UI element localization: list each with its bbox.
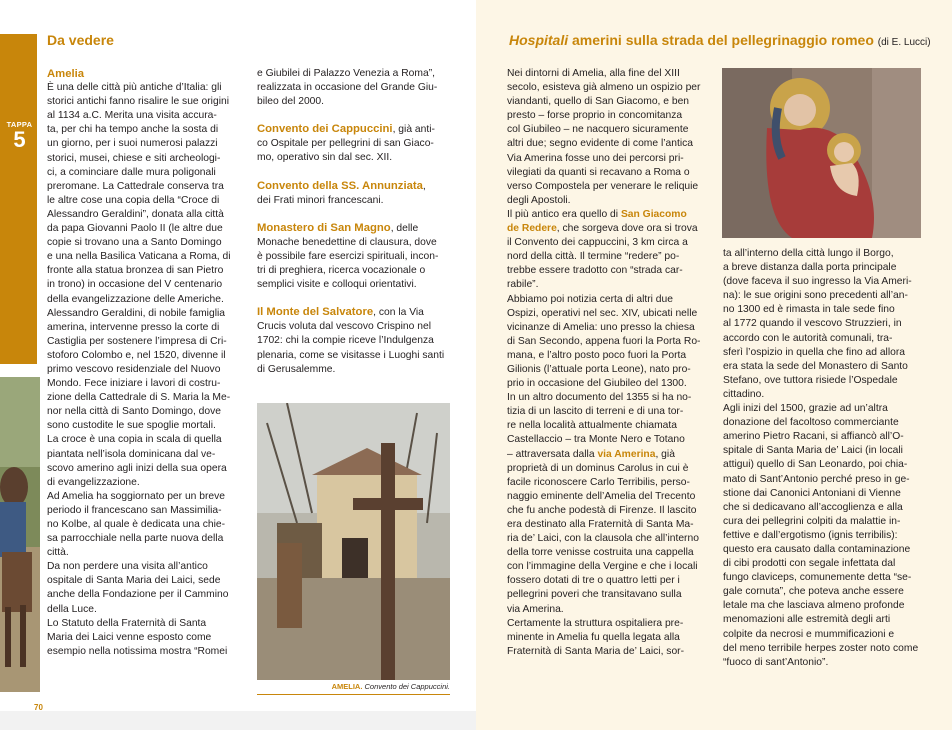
column-2 bbox=[257, 67, 451, 377]
text-line: dei Frati minori francescani. bbox=[257, 194, 384, 206]
text-line: verso Compostela per venerare le reliquie bbox=[507, 180, 699, 192]
text-line: era destinato alla Fraternità di Santa Ma- bbox=[507, 519, 694, 530]
text-line: donazione del facoltoso commerciante bbox=[723, 417, 899, 429]
text-line: ospitale di Santa Maria dei Laici, sede bbox=[47, 575, 221, 587]
text-line: sa parrocchiale nella parte nuova della bbox=[47, 533, 224, 545]
text-line: mo, operativo sin dal sec. XII. bbox=[257, 152, 393, 164]
text-line: La croce è una copia in scala di quella bbox=[47, 434, 222, 446]
text-line: primo vescovo residenziale del Nuovo bbox=[47, 363, 221, 375]
text-line: Lo Statuto della Fraternità di Santa bbox=[47, 617, 207, 629]
text-line: (dove faceva il suo ingresso la Via Ameri- bbox=[723, 276, 912, 288]
text-line: sono custodite le sue spoglie mortali. bbox=[47, 420, 216, 432]
text-line: accordo con le autorità comunali, tra- bbox=[723, 332, 893, 344]
text-fragment: , già anti- bbox=[392, 124, 435, 136]
header-italic-word: Hospitali bbox=[509, 32, 569, 48]
text-line: trebbe essere tradotto con “strada car- bbox=[507, 265, 683, 277]
text-line: in trono) in occasione del V centenario bbox=[47, 279, 223, 291]
text-line: ci, a cominciare dalle mura poligonali bbox=[47, 166, 216, 178]
text-line: Maria dei Laici venne esposto come bbox=[47, 631, 212, 643]
monte-salvatore-line bbox=[257, 305, 451, 320]
text-line: Mondo. Fece iniziare i lavori di costru- bbox=[47, 378, 221, 390]
bottom-margin-right bbox=[476, 711, 952, 730]
caption-place: AMELIA. bbox=[331, 682, 363, 691]
text-fragment: , bbox=[422, 180, 426, 192]
text-line: esempio nella notissima mostra “Romei bbox=[47, 645, 228, 657]
text-line: Castiglia per sostenere l’impresa di Cri- bbox=[47, 335, 227, 347]
san-giacomo-highlight: San Giacomo bbox=[620, 208, 687, 220]
text-line: nor nella città di Santo Domingo, dove bbox=[47, 406, 222, 418]
text-line: ta, per chi ha tempo anche la sosta di bbox=[47, 124, 219, 136]
text-fragment: – attraversata dalla bbox=[507, 448, 595, 460]
text-line: stione dai Canonici Antoniani di Vienne bbox=[723, 487, 901, 499]
text-line: storici, musei, chiese e siti archeologi- bbox=[47, 152, 221, 164]
text-line: le altre cose una copia della “Croce di bbox=[47, 194, 220, 206]
text-line: colpite da necrosi e mummificazioni e bbox=[723, 628, 895, 640]
cappuccini-line bbox=[257, 122, 451, 137]
text-line: della evangelizzazione delle Americhe. bbox=[47, 293, 224, 305]
text-line: bileo del 2000. bbox=[257, 96, 324, 108]
text-line: Gilionis (l’attuale porta Leone), nato pro- bbox=[507, 363, 691, 375]
via-amerina-highlight: via Amerina bbox=[597, 448, 656, 460]
text-line: a breve distanza dalla porta principale bbox=[723, 262, 897, 274]
text-line: presto – forse proprio in concomitanza bbox=[507, 110, 683, 122]
text-line: periodo il francescano san Massimilia- bbox=[47, 504, 222, 516]
text-line: Nei dintorni di Amelia, alla fine del XIII bbox=[507, 68, 680, 79]
amelia-title: Amelia bbox=[47, 68, 85, 80]
text-line: tri di preghiera, ricerca vocazionale o bbox=[257, 265, 426, 277]
article-header bbox=[509, 32, 931, 48]
text-line: di cibi prodotti con segale infettata dal bbox=[723, 558, 896, 570]
text-line: vilegiati da quanti si recavano a Roma o bbox=[507, 166, 690, 178]
text-line: ria de’ Laici, con la clausola che all’interno bbox=[507, 533, 699, 545]
text-line: mato di Sant’Antonio perché preso in ge- bbox=[723, 473, 910, 485]
via-amerina-line bbox=[507, 448, 706, 462]
text-line: al 1772 quando il vescovo Struzzieri, in bbox=[723, 318, 902, 330]
amelia-body bbox=[47, 81, 243, 659]
text-line: prio in occasione del Giubileo del 1300. bbox=[507, 378, 687, 390]
text-line: È una delle città più antiche d’Italia: gli bbox=[47, 82, 222, 94]
text-line: 1702: chi la compie riceve l’Indulgenza bbox=[257, 335, 434, 347]
text-line: sferì l’ospizio in quella che fino ad allora bbox=[723, 346, 906, 358]
text-line: Castellaccio – tra Monte Nero e Totano bbox=[507, 434, 685, 446]
text-fragment: , che sorgeva dove ora si trova bbox=[556, 223, 698, 235]
text-line: della torre venisse costruita una cappella bbox=[507, 547, 694, 559]
text-line: questo era causato dalla contaminazione bbox=[723, 543, 911, 555]
text-line: minente in Amelia fu quella legata alla bbox=[507, 631, 680, 643]
text-line: al 1134 a.C. Merita una visita accura- bbox=[47, 110, 217, 122]
bottom-margin-left bbox=[0, 711, 476, 730]
caption-text: Convento dei Cappuccini. bbox=[364, 682, 450, 691]
text-line: Ad Amelia ha soggiornato per un breve bbox=[47, 490, 226, 502]
text-line: no Kolbe, al quale è dedicata una chie- bbox=[47, 519, 226, 530]
text-line: cura dei pellegrini colpiti da malattie in- bbox=[723, 515, 901, 527]
text-line: tizia di un lascito di terreni e di una tor- bbox=[507, 406, 684, 418]
text-fragment: , con la Via bbox=[373, 307, 424, 319]
text-line: e una nella Basilica Vaticana a Roma, di bbox=[47, 251, 231, 263]
text-line: no 1300 ed è rimasta in tale sede fino bbox=[723, 304, 895, 316]
text-line: semplici visite e colloqui orientativi. bbox=[257, 279, 417, 291]
text-line: mana, e l’altro posto poco fuori la Porta bbox=[507, 349, 687, 361]
text-line: Agli inizi del 1500, grazie ad un’altra bbox=[723, 403, 888, 415]
text-line: cittadino. bbox=[723, 388, 765, 400]
san-magno-line bbox=[257, 221, 451, 236]
text-line: Da non perdere una visita all’antico bbox=[47, 561, 208, 573]
text-line: il Convento dei cappuccini, 3 km circa a bbox=[507, 237, 688, 249]
text-line: e Giubilei di Palazzo Venezia a Roma”, bbox=[257, 68, 436, 79]
de-redere-line bbox=[507, 222, 706, 236]
annunziata-line bbox=[257, 179, 451, 194]
san-magno-title: Monastero di San Magno bbox=[257, 221, 391, 234]
text-line: da papa Giovanni Paolo II (le altre due bbox=[47, 223, 223, 235]
text-line: amerino Pietro Racani, si affiancò all’O- bbox=[723, 431, 904, 443]
text-line: amerina, intervenne presso la corte di bbox=[47, 321, 220, 333]
text-line: fungo claviceps, comunemente detta “se- bbox=[723, 572, 912, 584]
text-line: naggio eminente dell’Amelia del Trecento bbox=[507, 490, 696, 502]
photo-caption bbox=[257, 682, 450, 695]
text-line: un giorno, per i suoi numerosi palazzi bbox=[47, 138, 218, 150]
text-line: col Giubileo – ne nacquero sicuramente bbox=[507, 124, 689, 136]
text-line: re nella località attualmente chiamata bbox=[507, 420, 677, 432]
stage-tab-number: 5 bbox=[13, 127, 26, 152]
text-line: della Luce. bbox=[47, 603, 97, 615]
stage-tab bbox=[0, 34, 37, 364]
convent-photo bbox=[257, 403, 450, 680]
text-line: era stata la sede del Monastero di Santo bbox=[723, 360, 908, 372]
text-line: di Gerusalemme. bbox=[257, 363, 336, 375]
text-line: piantata nell’isola dominicana dal ve- bbox=[47, 448, 216, 460]
column-3 bbox=[507, 67, 706, 659]
riders-photo-strip bbox=[0, 377, 40, 692]
text-line: nord della città. Il termine “redere” po- bbox=[507, 251, 680, 263]
text-line: realizzata in occasione del Grande Giu- bbox=[257, 82, 438, 94]
monte-salvatore-title: Il Monte del Salvatore bbox=[257, 306, 374, 319]
text-line: è possibile fare esercizi spirituali, incon- bbox=[257, 250, 439, 262]
page-number: 70 bbox=[34, 703, 43, 712]
header-author: (di E. Lucci) bbox=[877, 37, 931, 48]
text-line: anche della Fondazione per il Cammino bbox=[47, 589, 229, 601]
cappuccini-title: Convento dei Cappuccini bbox=[257, 123, 393, 136]
text-line: Certamente la struttura ospitaliera pre- bbox=[507, 617, 684, 629]
text-line: via Amerina. bbox=[507, 603, 564, 615]
text-line: copie si trovano una a Santo Domingo bbox=[47, 237, 222, 249]
text-line: Alessandro Geraldini, di nobile famiglia bbox=[47, 307, 226, 319]
text-line: Fraternità di Santa Maria de’ Laici, sor- bbox=[507, 645, 685, 657]
text-line: città. bbox=[47, 547, 69, 559]
annunziata-title: Convento della SS. Annunziata bbox=[257, 179, 423, 192]
text-line: In un altro documento del 1355 si ha no- bbox=[507, 392, 692, 404]
text-fragment: , già bbox=[655, 448, 675, 460]
text-line: zione della Cattedrale di S. Maria la Me- bbox=[47, 392, 231, 404]
text-line: ta all’interno della città lungo il Borgo, bbox=[723, 248, 894, 259]
section-header-da-vedere: Da vedere bbox=[47, 32, 114, 48]
text-line: Crucis voluta dal vescovo Crispino nel bbox=[257, 321, 431, 333]
text-line: Alessandro Geraldini”, donata alla città bbox=[47, 208, 224, 220]
text-line: con l’immagine della Vergine e che i locali bbox=[507, 561, 698, 573]
text-line: del meno terribile herpes zoster noto come bbox=[723, 642, 919, 654]
text-line: vicinanze di Amelia: uno presso la chiesa bbox=[507, 321, 695, 333]
de-redere-highlight: de Redere bbox=[507, 223, 557, 235]
text-line: Monache benedettine di clausura, dove bbox=[257, 236, 437, 248]
header-title: amerini sulla strada del pellegrinaggio romeo bbox=[572, 32, 874, 48]
text-line: Abbiamo poi notizia certa di altri due bbox=[507, 293, 673, 305]
text-line: degli Apostoli. bbox=[507, 194, 571, 206]
text-line: co Ospitale per pellegrini di san Giaco- bbox=[257, 138, 434, 150]
text-line: fossero dotati di tre o quattro letti per i bbox=[507, 575, 680, 587]
text-line: stoforo Colombo e, nel 1520, divenne il bbox=[47, 349, 226, 361]
text-fragment: Il più antico era quello di bbox=[507, 208, 619, 220]
text-line: plenaria, come se visitasse i Luoghi santi bbox=[257, 349, 445, 361]
text-line: attigui) quello di San Leonardo, poi chia- bbox=[723, 459, 908, 471]
text-line: scovo amerino agli inizi della sua opera bbox=[47, 462, 227, 474]
text-line: Stefano, ove tuttora risiede l’Ospedale bbox=[723, 374, 898, 386]
text-line: che fu anche podestà di Firenze. Il lascito bbox=[507, 504, 697, 516]
text-line: menomazioni alle estremità degli arti bbox=[723, 614, 891, 626]
text-line: Ospizi, operativi nel sec. XIV, ubicati nelle bbox=[507, 307, 698, 319]
text-line: facile riconoscere Carlo Terribilis, perso- bbox=[507, 476, 690, 488]
madonna-fresco-photo bbox=[722, 68, 921, 238]
text-line: Via Amerina fosse uno dei percorsi pri- bbox=[507, 152, 684, 164]
text-line: fettive e dall’ergotismo (ignis terribilis): bbox=[723, 529, 898, 541]
text-line: na): le sue origini sono precedenti all’an- bbox=[723, 290, 908, 302]
text-line: di San Secondo, appena fuori la Porta Ro- bbox=[507, 335, 701, 347]
text-line: gale cornuta”, che poteva anche essere bbox=[723, 586, 904, 598]
text-line: pellegrini poveri che transitavano sulla bbox=[507, 589, 682, 601]
column-1 bbox=[47, 67, 243, 659]
text-line: rabile”. bbox=[507, 279, 539, 291]
text-line: secolo, esisteva già almeno un ospizio per bbox=[507, 82, 701, 94]
column-4 bbox=[723, 247, 921, 670]
text-line: di evangelizzazione. bbox=[47, 476, 140, 488]
text-line: storici antichi fanno risalire le sue origini bbox=[47, 96, 229, 108]
text-line: altri due; segno evidente di come l’antica bbox=[507, 138, 694, 150]
text-line: letale ma che lasciava almeno profonde bbox=[723, 600, 905, 612]
text-line: preromane. La Cattedrale conserva tra bbox=[47, 180, 224, 192]
text-line: proprietà di un dominus Carolus in cui è bbox=[507, 462, 689, 474]
text-line: viandanti, quello di San Giacomo, e ben bbox=[507, 96, 690, 108]
text-line: spitale di Santa Maria de’ Laici (in locali bbox=[723, 445, 903, 457]
san-giacomo-line bbox=[507, 208, 706, 222]
text-fragment: , delle bbox=[390, 222, 419, 234]
text-line: fronte alla statua bronzea di san Pietro bbox=[47, 265, 224, 277]
text-line: che si dedicavano all’accoglienza e alla bbox=[723, 501, 903, 513]
text-line: “fuoco di sant’Antonio”. bbox=[723, 656, 829, 668]
stage-tab-label: TAPPA bbox=[6, 120, 33, 129]
